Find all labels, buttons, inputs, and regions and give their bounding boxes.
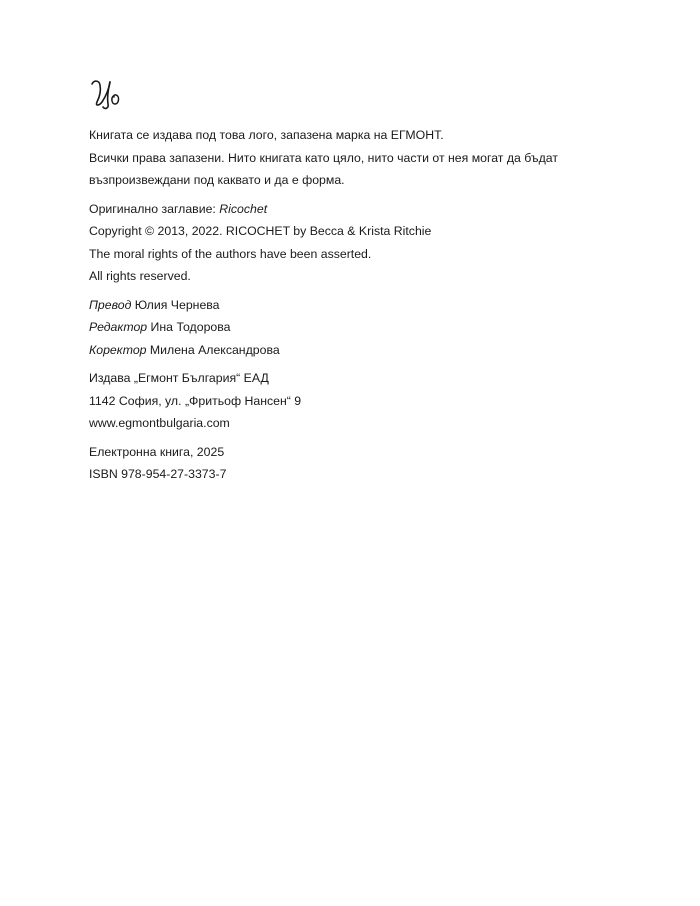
translation-name: Юлия Чернева — [131, 297, 220, 312]
egmont-script-logo-glyph — [88, 72, 128, 112]
editor-name: Ина Тодорова — [147, 320, 231, 334]
proofreader-name: Милена Александрова — [146, 342, 280, 357]
all-rights-line: All rights reserved. — [89, 269, 191, 283]
original-title-label: Оригинално заглавие: — [89, 201, 220, 216]
proofreader-credit — [89, 339, 649, 362]
publisher-address: 1142 София, ул. „Фритьоф Нансен“ 9 — [89, 393, 302, 408]
translation-label: Превод — [89, 297, 132, 312]
trademark-line: Книгата се издава под това лого, запазена марка на ЕГМОНТ. — [89, 128, 444, 142]
editor-credit — [89, 316, 649, 339]
credits — [89, 294, 649, 362]
trademark-notice — [89, 124, 649, 192]
original-title-value: Ricochet — [219, 201, 268, 216]
imprint-text — [89, 124, 649, 492]
moral-rights-line: The moral rights of the authors have been asserted. — [89, 246, 372, 261]
copyright-line: Copyright © 2013, 2022. RICOCHET by Becca & Krista Ritchie — [89, 224, 432, 238]
publisher-name: Издава „Егмонт България“ ЕАД — [89, 371, 269, 385]
translation-credit — [89, 294, 649, 317]
rights-line-2: възпроизвеждани под каквато и да е форма. — [89, 173, 345, 187]
publisher-info — [89, 367, 649, 435]
publisher-website: www.egmontbulgaria.com — [89, 416, 230, 430]
proofreader-label: Коректор — [89, 342, 147, 357]
isbn: ISBN 978-954-27-3373-7 — [89, 467, 227, 481]
original-title-line — [89, 198, 649, 221]
rights-line-1: Всички права запазени. Нито книгата като цяло, нито части от нея могат да бъдат — [89, 150, 558, 165]
editor-label: Редактор — [89, 320, 148, 334]
original-info — [89, 198, 649, 288]
egmont-script-logo-icon — [88, 72, 128, 112]
edition-info — [89, 441, 649, 486]
edition-format: Електронна книга, 2025 — [89, 444, 225, 459]
